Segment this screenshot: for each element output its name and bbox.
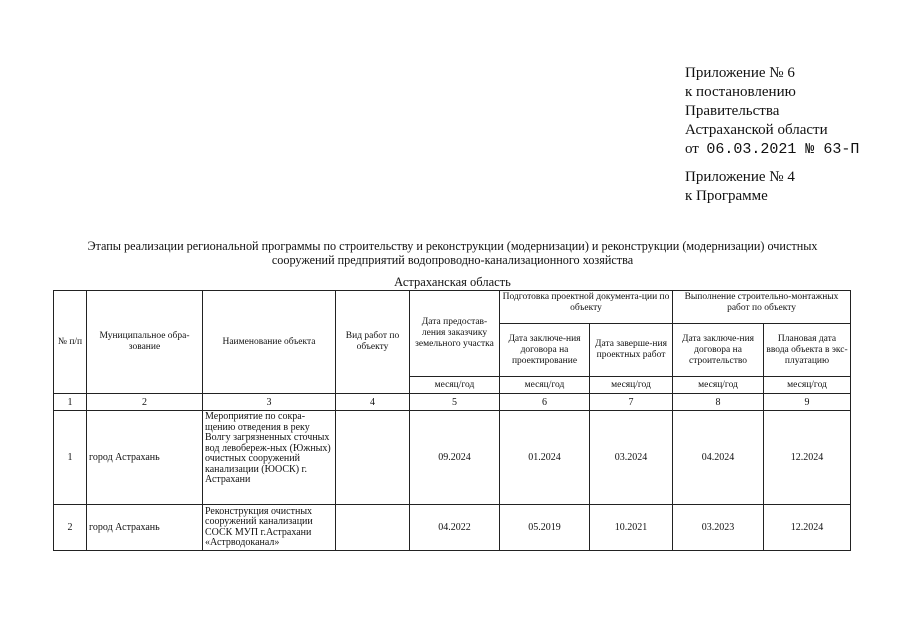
annex-4-line-1: Приложение № 4 [685,169,795,185]
row-design-end: 10.2021 [590,505,673,551]
table-row [54,411,851,505]
row-municipality: город Астрахань [87,411,203,505]
header-num: № п/п [54,291,87,394]
annex-6-block [685,64,859,159]
annex-6-date-line [685,140,859,159]
row-num: 2 [54,505,87,551]
header-design-group: Подготовка проектной документа-ции по объекту [500,291,673,324]
unit-land-date: месяц/год [410,377,500,394]
row-municipality: город Астрахань [87,505,203,551]
header-object: Наименование объекта [203,291,336,394]
row-build-contract: 03.2023 [673,505,764,551]
row-work-type [336,411,410,505]
unit-design-end: месяц/год [590,377,673,394]
document-title [50,239,855,267]
column-number: 1 [54,394,87,411]
header-design-end: Дата заверше-ния проектных работ [590,324,673,377]
column-number: 8 [673,394,764,411]
column-number: 6 [500,394,590,411]
stages-table [53,290,851,551]
annex-6-date-prefix: от [685,141,699,157]
header-land-date: Дата предостав-ления заказчику земельного участка [410,291,500,377]
row-work-type [336,505,410,551]
unit-design-contract: месяц/год [500,377,590,394]
annex-4-line-2: к Программе [685,188,768,204]
row-num: 1 [54,411,87,505]
column-number: 7 [590,394,673,411]
document-title-line-1: Этапы реализации региональной программы по строительству и реконструкции (модернизации) и реконструкции (модернизации) очистных [87,239,818,253]
table-row [54,505,851,551]
row-commission: 12.2024 [764,411,851,505]
annex-4-block [685,168,795,206]
column-number-row [54,394,851,411]
row-object: Реконструкция очистных сооружений канализации СОСК МУП г.Астрахани «Астрводоканал» [203,505,336,551]
header-build-group: Выполнение строительно-монтажных работ по объекту [673,291,851,324]
region-label: Астраханская область [394,275,511,289]
column-number: 3 [203,394,336,411]
row-design-contract: 01.2024 [500,411,590,505]
row-object: Мероприятие по сокра-щению отведения в реку Волгу загрязненных сточных вод левобереж-ных (Южных) очистных сооружений канализации (ЮОСК) г. Астрахани [203,411,336,505]
header-design-contract: Дата заключе-ния договора на проектирование [500,324,590,377]
row-build-contract: 04.2024 [673,411,764,505]
header-row-groups [54,291,851,324]
annex-6-line-2: к постановлению [685,84,796,100]
row-design-contract: 05.2019 [500,505,590,551]
header-build-contract: Дата заключе-ния договора на строительство [673,324,764,377]
document-title-line-2: сооружений предприятий водопроводно-канализационного хозяйства [271,253,634,267]
column-number: 2 [87,394,203,411]
column-number: 4 [336,394,410,411]
column-number: 9 [764,394,851,411]
header-municipality: Муниципальное обра-зование [87,291,203,394]
annex-6-line-4: Астраханской области [685,122,828,138]
row-land-date: 09.2024 [410,411,500,505]
header-commission: Плановая дата ввода объекта в экс-плуатацию [764,324,851,377]
unit-commission: месяц/год [764,377,851,394]
annex-6-date-number: 06.03.2021 № 63-П [706,141,860,158]
row-land-date: 04.2022 [410,505,500,551]
unit-build-contract: месяц/год [673,377,764,394]
row-commission: 12.2024 [764,505,851,551]
annex-6-line-3: Правительства [685,103,780,119]
annex-6-line-1: Приложение № 6 [685,65,795,81]
header-work-type: Вид работ по объекту [336,291,410,394]
row-design-end: 03.2024 [590,411,673,505]
column-number: 5 [410,394,500,411]
